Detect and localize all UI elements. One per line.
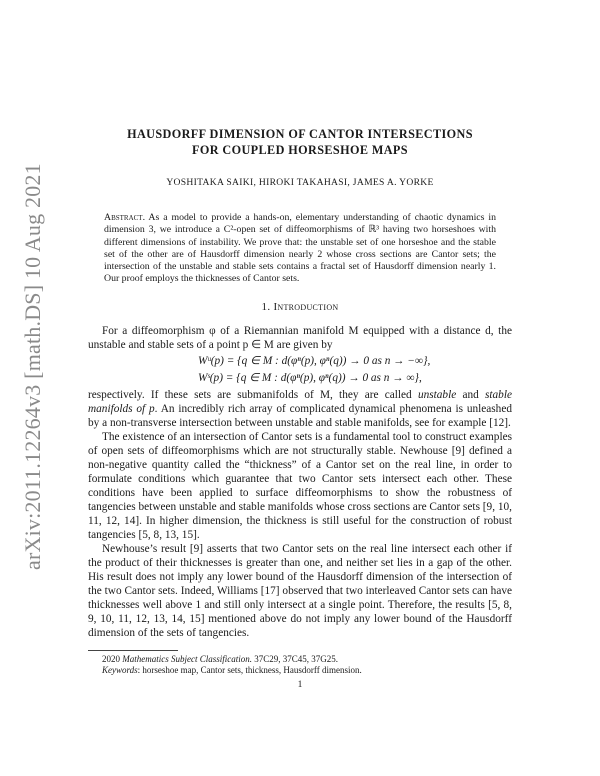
msc-label: Mathematics Subject Classification. <box>122 653 252 664</box>
msc-codes: 37C29, 37C45, 37G25. <box>254 653 339 664</box>
para1-cont-b: . An incredibly rich array of complicated dynamical phenomena is unleashed by a non-transverse intersection between unstable and stable manifolds, see for example [12]. <box>88 402 512 429</box>
title-line-2: FOR COUPLED HORSESHOE MAPS <box>192 143 408 157</box>
abstract-label: Abstract. <box>104 212 146 223</box>
abstract-text: As a model to provide a hands-on, elementary understanding of chaotic dynamics in dimension 3, we introduce a C²-open set of diffeomorphisms of ℝ³ having two horseshoes with different dimensions of instability. We prove that: the unstable set of one horseshoe and the stable set of the other are of Hausdorff dimension nearly 2 whose cross sections are Cantor sets; the intersection of the unstable and stable sets contains a fractal set of Hausdorff dimension nearly 1. Our proof employs the thicknesses of Cantor sets. <box>104 212 496 285</box>
page-number: 1 <box>297 679 303 690</box>
footnote-keywords <box>88 665 512 676</box>
abstract <box>104 212 496 286</box>
title-line-1: HAUSDORFF DIMENSION OF CANTOR INTERSECTIONS <box>127 127 473 141</box>
keywords-label: Keywords <box>102 664 138 675</box>
section-title: Introduction <box>273 300 339 313</box>
paragraph-2: The existence of an intersection of Cantor sets is a fundamental tool to construct examples of open sets of diffeomorphisms which are not structurally stable. Newhouse [9] defined a non-negative quantity called the “thickness” of a Cantor set on the real line, in order to formulate conditions which guarantee that two Cantor sets intersect each other. These conditions have been applied to surface diffeomorphisms to show the robustness of tangencies between unstable and stable manifolds whose cross sections are Cantor sets [9, 10, 11, 12, 14]. In higher dimension, the thickness is still useful for the construction of robust tangencies [5, 8, 13, 15]. <box>88 430 512 541</box>
keywords-text: : horseshoe map, Cantor sets, thickness, Hausdorff dimension. <box>137 664 362 675</box>
footnote-divider <box>88 650 178 651</box>
term-stable-manifolds: stable manifolds of p <box>88 388 512 415</box>
footnote-msc <box>88 654 512 665</box>
equation-stable-set: Wˢ(p) = {q ∈ M : d(φⁿ(p), φⁿ(q)) → 0 as n → ∞}, <box>198 371 422 384</box>
equation-unstable-set: Wᵘ(p) = {q ∈ M : d(φⁿ(p), φⁿ(q)) → 0 as n → −∞}, <box>198 354 431 367</box>
paragraph-1: For a diffeomorphism φ of a Riemannian manifold M equipped with a distance d, the unstable and stable sets of a point p ∈ M are given by <box>88 324 512 351</box>
section-number: 1. <box>261 300 271 313</box>
section-heading <box>88 300 512 314</box>
arxiv-identifier-stamp: arXiv:2011.12264v3 [math.DS] 10 Aug 2021 <box>20 163 45 570</box>
term-unstable: unstable <box>417 388 457 401</box>
paragraph-1-continued <box>88 388 512 430</box>
paragraph-3: Newhouse’s result [9] asserts that two Cantor sets on the real line intersect each other if the product of their thicknesses is greater than one, and neither set lies in a gap of the other. His result does not imply any lower bound of the Hausdorff dimension of the intersection of the two Cantor sets. Indeed, Williams [17] observed that two interleaved Cantor sets can have thicknesses well above 1 and still only intersect at a single point. Therefore, the results [5, 8, 9, 10, 11, 12, 13, 14, 15] mentioned above do not imply any lower bound of the Hausdorff dimension of the sets of tangencies. <box>88 542 512 639</box>
para1-cont-and: and <box>456 388 485 401</box>
msc-year: 2020 <box>102 653 120 664</box>
author-list: YOSHITAKA SAIKI, HIROKI TAKAHASI, JAMES A. YORKE <box>166 177 434 188</box>
para1-cont-a: respectively. If these sets are submanifolds of M, they are called <box>88 388 418 401</box>
paper-page <box>88 126 512 692</box>
paper-title <box>88 126 512 158</box>
